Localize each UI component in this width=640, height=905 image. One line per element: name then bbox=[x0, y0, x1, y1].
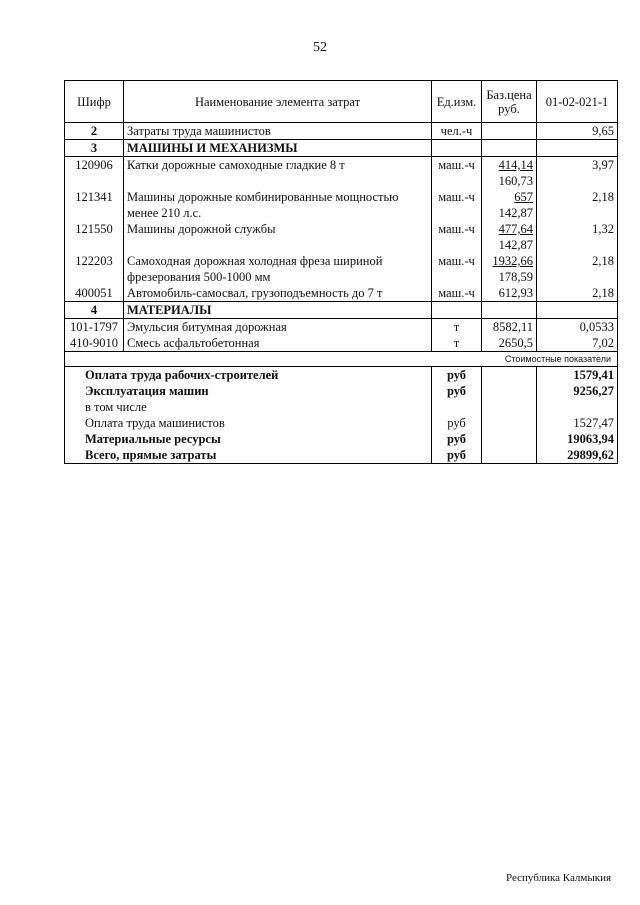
row-value: 3,97 bbox=[537, 157, 618, 190]
row-unit: т bbox=[432, 335, 482, 352]
summary-row bbox=[65, 399, 618, 415]
row-name bbox=[124, 253, 432, 285]
row-price bbox=[482, 253, 537, 285]
indicators-header-row bbox=[65, 352, 618, 367]
table-row bbox=[65, 157, 618, 190]
summary-unit: руб bbox=[432, 383, 482, 399]
row-code: 101-1797 bbox=[65, 319, 124, 336]
table-row bbox=[65, 335, 618, 352]
row-name: Затраты труда машинистов bbox=[124, 123, 432, 140]
table-row bbox=[65, 285, 618, 302]
summary-value: 29899,62 bbox=[537, 447, 618, 464]
price-top: 657 bbox=[514, 190, 533, 204]
row-price bbox=[482, 123, 537, 140]
row-value: 7,02 bbox=[537, 335, 618, 352]
summary-row bbox=[65, 383, 618, 399]
cost-estimate-table bbox=[64, 80, 618, 464]
table-row bbox=[65, 221, 618, 253]
price-bottom: 160,73 bbox=[498, 174, 533, 188]
table-row bbox=[65, 189, 618, 221]
row-unit: маш.-ч bbox=[432, 221, 482, 253]
table-row bbox=[65, 123, 618, 140]
header-norm-code: 01-02-021-1 bbox=[537, 81, 618, 123]
row-code: 121550 bbox=[65, 221, 124, 253]
summary-value: 19063,94 bbox=[537, 431, 618, 447]
summary-label: Оплата труда рабочих-строителей bbox=[65, 367, 432, 384]
section-row bbox=[65, 140, 618, 157]
summary-label: Эксплуатация машин bbox=[65, 383, 432, 399]
row-name-line1: Машины дорожные комбинированные мощностью bbox=[127, 190, 399, 204]
row-price: 8582,11 bbox=[482, 319, 537, 336]
row-value: 2,18 bbox=[537, 253, 618, 285]
row-value: 1,32 bbox=[537, 221, 618, 253]
table-row bbox=[65, 253, 618, 285]
row-value: 2,18 bbox=[537, 189, 618, 221]
row-unit: маш.-ч bbox=[432, 189, 482, 221]
summary-value: 1579,41 bbox=[537, 367, 618, 384]
summary-unit: руб bbox=[432, 415, 482, 431]
summary-label: Материальные ресурсы bbox=[65, 431, 432, 447]
row-unit: маш.-ч bbox=[432, 253, 482, 285]
table-header-row bbox=[65, 81, 618, 123]
indicators-label: Стоимостные показатели bbox=[65, 352, 618, 367]
row-name: Машины дорожной службы bbox=[124, 221, 432, 253]
summary-unit: руб bbox=[432, 447, 482, 464]
row-name: Автомобиль-самосвал, грузоподъемность до 7 т bbox=[124, 285, 432, 302]
row-code: 121341 bbox=[65, 189, 124, 221]
summary-row bbox=[65, 431, 618, 447]
price-top: 414,14 bbox=[498, 158, 533, 172]
row-price: 612,93 bbox=[482, 285, 537, 302]
row-code: 410-9010 bbox=[65, 335, 124, 352]
page-number: 52 bbox=[313, 40, 327, 55]
price-top: 1932,66 bbox=[492, 254, 533, 268]
summary-value: 9256,27 bbox=[537, 383, 618, 399]
section-code: 4 bbox=[65, 302, 124, 319]
price-bottom: 142,87 bbox=[498, 206, 533, 220]
row-unit: маш.-ч bbox=[432, 285, 482, 302]
price-bottom: 178,59 bbox=[498, 270, 533, 284]
summary-label: Оплата труда машинистов bbox=[65, 415, 432, 431]
row-code: 120906 bbox=[65, 157, 124, 190]
header-unit: Ед.изм. bbox=[432, 81, 482, 123]
table-row bbox=[65, 319, 618, 336]
row-name: Смесь асфальтобетонная bbox=[124, 335, 432, 352]
row-name: Катки дорожные самоходные гладкие 8 т bbox=[124, 157, 432, 190]
price-top: 477,64 bbox=[498, 222, 533, 236]
summary-unit: руб bbox=[432, 431, 482, 447]
row-price bbox=[482, 221, 537, 253]
section-row bbox=[65, 302, 618, 319]
summary-label: Всего, прямые затраты bbox=[65, 447, 432, 464]
page-footer: Республика Калмыкия bbox=[506, 872, 612, 884]
header-base-price-line2: руб. bbox=[498, 101, 520, 116]
row-name-line2: менее 210 л.с. bbox=[127, 206, 202, 220]
section-code: 3 bbox=[65, 140, 124, 157]
summary-unit: руб bbox=[432, 367, 482, 384]
row-value: 0,0533 bbox=[537, 319, 618, 336]
row-name-line2: фрезерования 500-1000 мм bbox=[127, 270, 271, 284]
header-base-price-line1: Баз.цена bbox=[486, 87, 532, 102]
summary-row bbox=[65, 367, 618, 384]
summary-label: в том числе bbox=[65, 399, 432, 415]
summary-row bbox=[65, 415, 618, 431]
row-unit: т bbox=[432, 319, 482, 336]
section-title: МАТЕРИАЛЫ bbox=[124, 302, 432, 319]
header-name: Наименование элемента затрат bbox=[124, 81, 432, 123]
row-value: 2,18 bbox=[537, 285, 618, 302]
header-code: Шифр bbox=[65, 81, 124, 123]
row-unit: маш.-ч bbox=[432, 157, 482, 190]
row-name-line1: Самоходная дорожная холодная фреза шириной bbox=[127, 254, 383, 268]
row-price bbox=[482, 157, 537, 190]
row-name bbox=[124, 189, 432, 221]
row-code: 122203 bbox=[65, 253, 124, 285]
row-code: 400051 bbox=[65, 285, 124, 302]
header-base-price bbox=[482, 81, 537, 123]
summary-row bbox=[65, 447, 618, 464]
price-bottom: 142,87 bbox=[498, 238, 533, 252]
row-value: 9,65 bbox=[537, 123, 618, 140]
section-title: МАШИНЫ И МЕХАНИЗМЫ bbox=[124, 140, 432, 157]
row-name: Эмульсия битумная дорожная bbox=[124, 319, 432, 336]
row-price bbox=[482, 189, 537, 221]
row-price: 2650,5 bbox=[482, 335, 537, 352]
row-code: 2 bbox=[65, 123, 124, 140]
row-unit: чел.-ч bbox=[432, 123, 482, 140]
summary-value: 1527,47 bbox=[537, 415, 618, 431]
